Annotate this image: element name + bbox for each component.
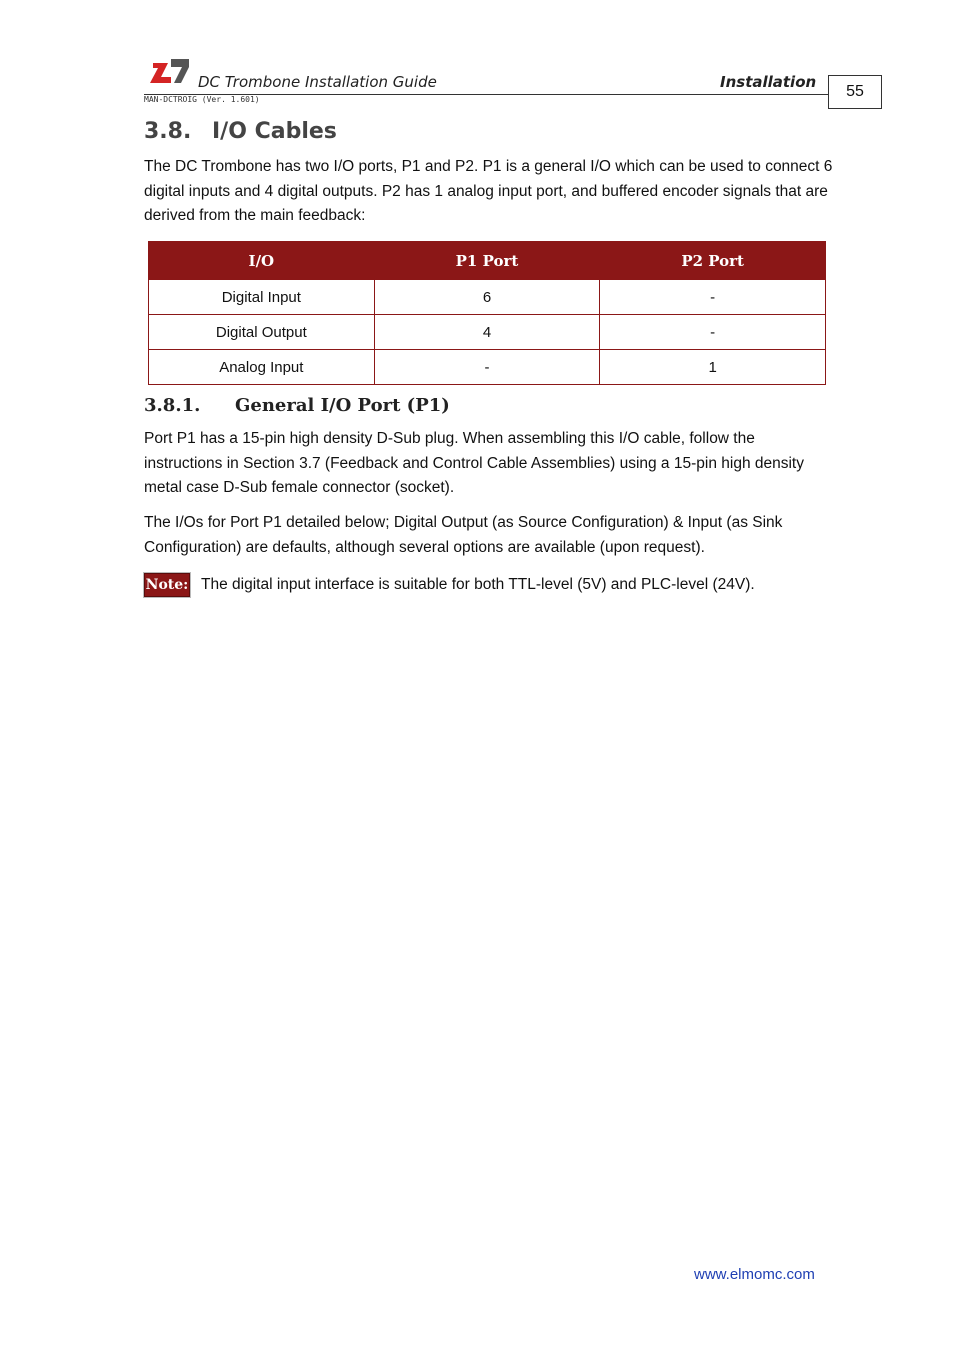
subsection-number: 3.8.1. xyxy=(144,395,201,416)
table-cell: - xyxy=(600,315,826,350)
elmo-logo-icon xyxy=(147,57,191,87)
subsection-title: General I/O Port (P1) xyxy=(235,395,450,416)
footer-website-link[interactable]: www.elmomc.com xyxy=(694,1266,815,1283)
subsection-heading xyxy=(144,395,450,416)
table-cell: - xyxy=(600,280,826,315)
table-header-cell: P2 Port xyxy=(600,242,826,280)
table-header-row xyxy=(149,242,826,280)
subsection-para-2: The I/Os for Port P1 detailed below; Digital Output (as Source Configuration) & Input (as Sink Configuration) are defaults, although several options are available (upon request). xyxy=(144,514,783,556)
header-section-name: Installation xyxy=(720,73,817,91)
section-title: I/O Cables xyxy=(212,119,337,144)
section-number: 3.8. xyxy=(144,119,192,144)
table-header-cell: I/O xyxy=(149,242,375,280)
io-ports-table xyxy=(148,241,826,385)
table-cell: - xyxy=(374,350,600,385)
table-cell: 6 xyxy=(374,280,600,315)
table-cell: Analog Input xyxy=(149,350,375,385)
table-row xyxy=(149,315,826,350)
page-number: 55 xyxy=(828,75,882,109)
table-header-cell: P1 Port xyxy=(374,242,600,280)
note-text: The digital input interface is suitable for both TTL-level (5V) and PLC-level (24V). xyxy=(201,576,755,593)
table-row xyxy=(149,280,826,315)
note-badge: Note: xyxy=(144,573,190,597)
doc-title: DC Trombone Installation Guide xyxy=(198,73,437,91)
table-cell: 1 xyxy=(600,350,826,385)
subsection-para-1: Port P1 has a 15-pin high density D-Sub plug. When assembling this I/O cable, follow the instructions in Section 3.7 (Feedback and Control Cable Assemblies) using a 15-pin high density metal case D-Sub female connector (socket). xyxy=(144,430,804,496)
doc-code: MAN-DCTROIG (Ver. 1.601) xyxy=(144,95,260,104)
table-cell: 4 xyxy=(374,315,600,350)
table-row xyxy=(149,350,826,385)
table-cell: Digital Input xyxy=(149,280,375,315)
section-intro: The DC Trombone has two I/O ports, P1 and P2. P1 is a general I/O which can be used to connect 6 digital inputs and 4 digital outputs. P2 has 1 analog input port, and buffered encoder signals that are derived from the main feedback: xyxy=(144,158,833,224)
section-heading xyxy=(144,119,337,144)
table-cell: Digital Output xyxy=(149,315,375,350)
